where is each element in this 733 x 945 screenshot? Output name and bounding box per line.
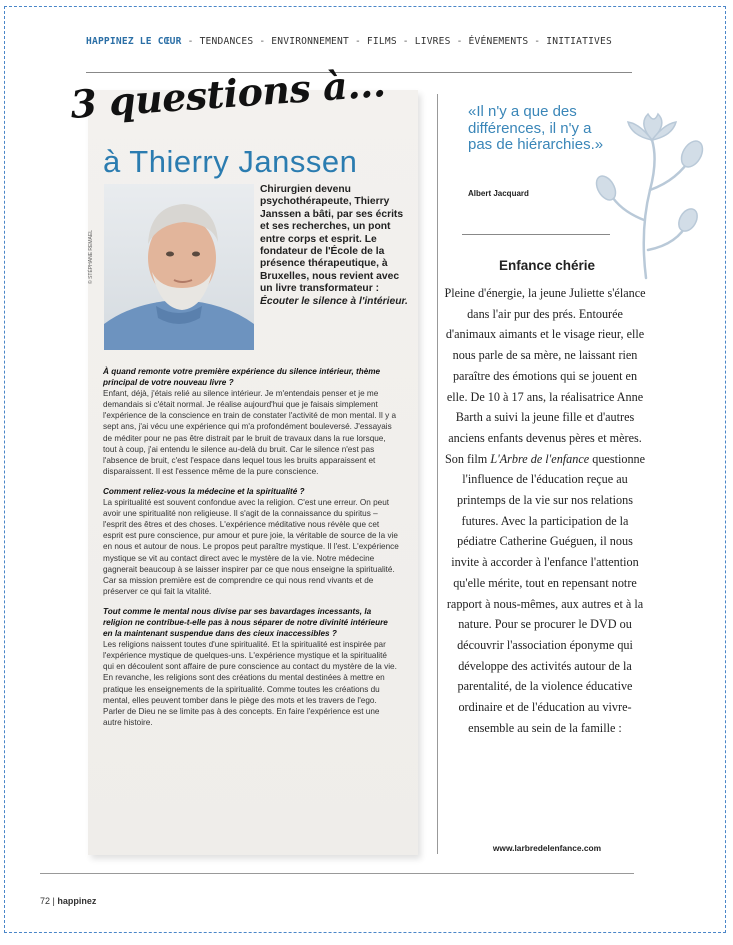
- box-title: Enfance chérie: [498, 258, 596, 273]
- bottom-divider: [40, 873, 634, 874]
- feature-heading: 3 questions à...: [68, 60, 387, 127]
- interviewee-name: à Thierry Janssen: [103, 144, 358, 179]
- question-1: À quand remonte votre première expérience du silence intérieur, thème principal de votre nouveau livre ?: [103, 367, 381, 388]
- nav-item-livres[interactable]: LIVRES: [414, 36, 451, 47]
- page-footer: [40, 896, 96, 906]
- nav-item-films[interactable]: FILMS: [366, 36, 397, 47]
- nav-brand[interactable]: HAPPINEZ LE CŒUR: [86, 36, 182, 47]
- book-title: Écouter le silence à l'intérieur.: [260, 295, 408, 307]
- qa-block: [103, 366, 399, 477]
- box-body: Pleine d'énergie, la jeune Juliette s'élance dans l'air pur des prés. Entourée d'animaux aimants et le visage rieur, elle nous parle de sa mère, ne laissant rien paraître des émotions qui se jouent en elle. De 10 à 17 ans, la réalisatrice Anne Barth a suivi la jeune fille et d'autres anciens enfants devenus pères et mères. Son film L'Arbre de l'enfance questionne l'influence de l'éducation reçue au printemps de la vie sur nos relations futures. Avec la participation de la pédiatre Catherine Guéguen, il nous invite à accorder à l'enfance l'attention qu'elle mérite, tout en repensant notre rapport à nous-mêmes, aux autres et à la nature. Pour se procurer le DVD ou découvrir l'association éponyme qui développe des activités autour de la parentalité, de la violence éducative ordinaire et de l'éducation au vivre-ensemble au sein de la famille :: [444, 286, 646, 735]
- answer-1: Enfant, déjà, j'étais relié au silence intérieur. Je m'entendais penser et je me demandais si c'était normal. Je réalise aujourd'hui que je faisais simplement l'expérience de la conscience en train de constater l'activité de mon mental. Il y a sept ans, j'ai vécu une expérience qui m'a profondément bouleversé. J'essayais de méditer pour ne pas être distrait par le bruit de travaux dans la rue lorsque, tout à coup, j'ai entendu le silence au-delà du bruit. Car le silence n'est pas l'absence de bruit, c'est l'espace dans lequel tous les bruits apparaissent et disparaissent. Il est l'essence même de la pure conscience.: [103, 389, 397, 476]
- nav-item-tendances[interactable]: TENDANCES: [199, 36, 254, 47]
- nav-item-environnement[interactable]: ENVIRONNEMENT: [271, 36, 349, 47]
- portrait-photo: [104, 184, 254, 350]
- pull-quote: «Il n'y a que des différences, il n'y a pas de hiérarchies.»: [468, 103, 604, 153]
- question-2: Comment reliez-vous la médecine et la spiritualité ?: [103, 486, 305, 496]
- magazine-name: happinez: [57, 896, 97, 906]
- feature-intro: Chirurgien devenu psychothérapeute, Thierry Janssen a bâti, par ses écrits et ses recherches, un pont entre corps et esprit. Le fondateur de l'École de la présence thérapeutique, à Bruxelles, nous revient avec un livre transformateur : Écouter le silence à l'intérieur.: [260, 184, 408, 307]
- column-divider: [437, 94, 438, 854]
- nav-item-evenements[interactable]: ÉVÉNEMENTS: [468, 36, 529, 47]
- section-nav: HAPPINEZ LE CŒUR - TENDANCES - ENVIRONNEMENT - FILMS - LIVRES - ÉVÉNEMENTS - INITIATIVES: [86, 36, 612, 47]
- qa-block: [103, 606, 399, 728]
- film-title: L'Arbre de l'enfance: [490, 451, 590, 466]
- photo-credit: © STÉPHANE REMAEL: [88, 230, 94, 284]
- question-3: Tout comme le mental nous divise par ses bavardages incessants, la religion ne contribue-t-elle pas à nous séparer de notre divinité intérieure en la maintenant suspendue dans des cieux inaccessibles ?: [103, 606, 388, 639]
- portrait-illustration: [104, 184, 254, 350]
- answer-2: La spiritualité est souvent confondue avec la religion. C'est une erreur. On peut avoir une spiritualité non religieuse. Il s'agit de la connaissance du spiritus – l'esprit des êtres et des choses. L'expérience méditative nous révèle que cet esprit est pure conscience, pur amour et pure joie, la véritable de source de la vie en nous et autour de nous. Le propos peut paraître mystique. Il l'est. L'expérience mystique se vit au contact direct avec le mystère de la vie. Notre médecine gagnerait beaucoup à se laisser inspirer par ce que nous enseigne la spiritualité. Car sa mission première est de comprendre ce qui nous rend vivants et de préserver ce qui fait la vitalité.: [103, 498, 399, 596]
- footer-divider: |: [52, 896, 55, 906]
- website-link[interactable]: www.larbredelenfance.com: [492, 843, 602, 853]
- page-number: 72: [40, 896, 51, 906]
- quote-author: Albert Jacquard: [468, 189, 529, 198]
- flower-ornament-icon: [588, 110, 708, 280]
- nav-item-initiatives[interactable]: INITIATIVES: [546, 36, 612, 47]
- qa-block: [103, 486, 399, 597]
- answer-3: Les religions naissent toutes d'une spiritualité. Et la spiritualité est inspirée par l'expérience mystique de quelques-uns. L'expérience mystique et la spiritualité qui en découlent sont affaire de pure conscience au contact du mystère de la vie. En revanche, les religions sont des créations du mental destinées à mettre en pratique les enseignements de la spiritualité. Comme toutes les créations du mental, elles peuvent tomber dans le piège des mots et les travers de l'ego. Parler de Dieu ne se limite pas à des concepts. En faire l'expérience est une autre histoire.: [103, 640, 397, 727]
- sidebar-divider: [462, 234, 610, 235]
- interview-body: [103, 366, 399, 737]
